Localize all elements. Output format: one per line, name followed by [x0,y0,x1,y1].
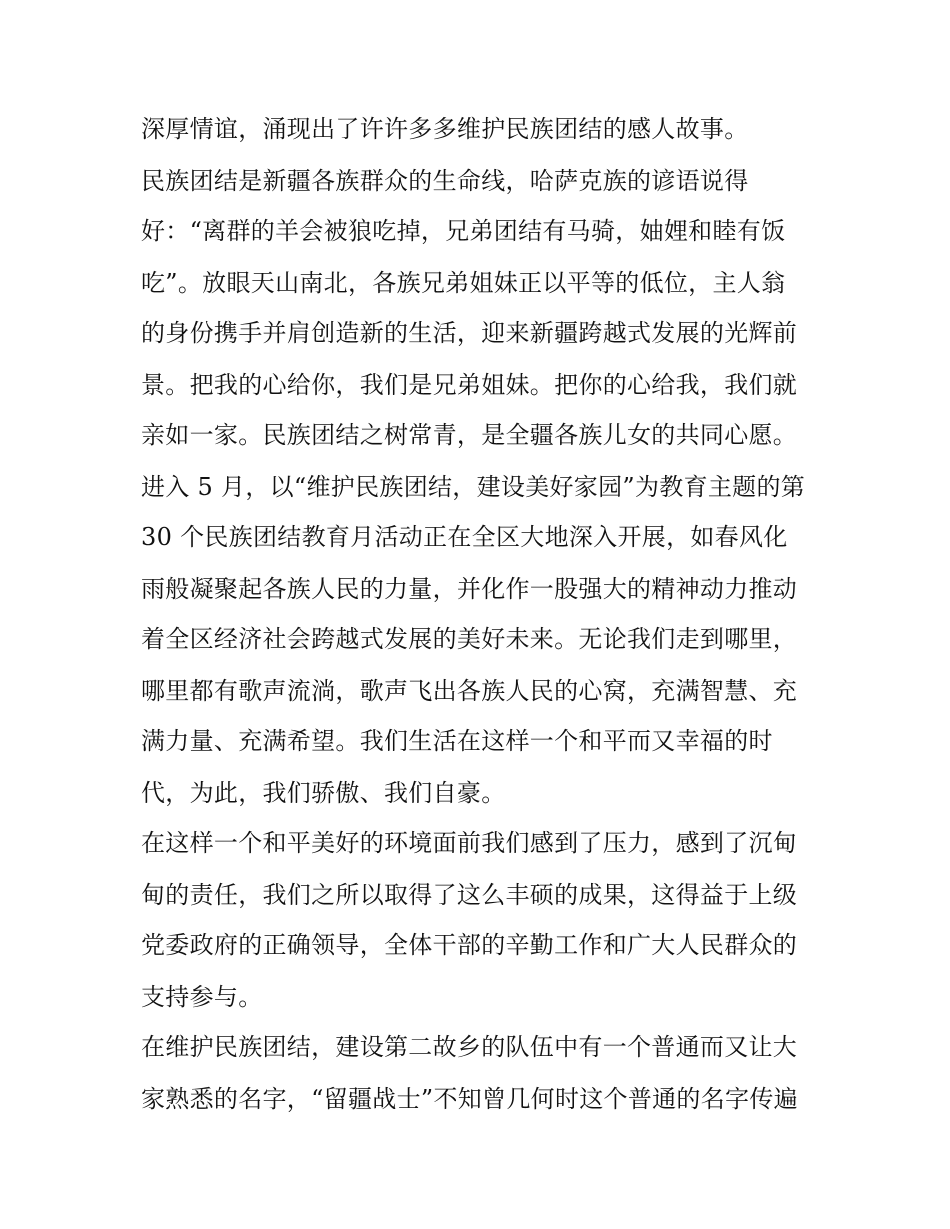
text-line: 深厚情谊，涌现出了许许多多维护民族团结的感人故事。 [141,115,749,143]
text-line: 的身份携手并肩创造新的生活，迎来新疆跨越式发展的光辉前 [141,319,798,347]
text-line: 支持参与。 [141,983,263,1011]
text-line: 进入 5 月，以“维护民族团结，建设美好家园”为教育主题的第 [141,473,806,501]
text-line: 民族团结是新疆各族群众的生命线，哈萨克族的谚语说得 [141,167,749,195]
text-line: 在维护民族团结，建设第二故乡的队伍中有一个普通而又让大 [141,1033,798,1061]
text-line: 着全区经济社会跨越式发展的美好未来。无论我们走到哪里， [141,625,798,653]
text-line: 景。把我的心给你，我们是兄弟姐妹。把你的心给我，我们就 [141,371,798,399]
text-line: 吃”。放眼天山南北，各族兄弟姐妹正以平等的低位，主人翁 [141,269,786,297]
text-line: 在这样一个和平美好的环境面前我们感到了压力，感到了沉甸 [141,829,798,857]
text-line: 亲如一家。民族团结之树常青，是全疆各族儿女的共同心愿。 [141,421,798,449]
text-line: 雨般凝聚起各族人民的力量，并化作一股强大的精神动力推动 [141,575,798,603]
text-line: 满力量、充满希望。我们生活在这样一个和平而又幸福的时 [141,727,773,755]
text-line: 30 个民族团结教育月活动正在全区大地深入开展，如春风化 [141,523,788,551]
text-line: 代，为此，我们骄傲、我们自豪。 [141,779,506,807]
text-line: 党委政府的正确领导，全体干部的辛勤工作和广大人民群众的 [141,931,798,959]
text-line: 家熟悉的名字，“留疆战士”不知曾几何时这个普通的名字传遍 [141,1085,798,1113]
text-line: 好：“离群的羊会被狼吃掉，兄弟团结有马骑，妯娌和睦有饭 [141,217,786,245]
text-line: 甸的责任，我们之所以取得了这么丰硕的成果，这得益于上级 [141,881,798,909]
text-line: 哪里都有歌声流淌，歌声飞出各族人民的心窝，充满智慧、充 [141,677,798,705]
